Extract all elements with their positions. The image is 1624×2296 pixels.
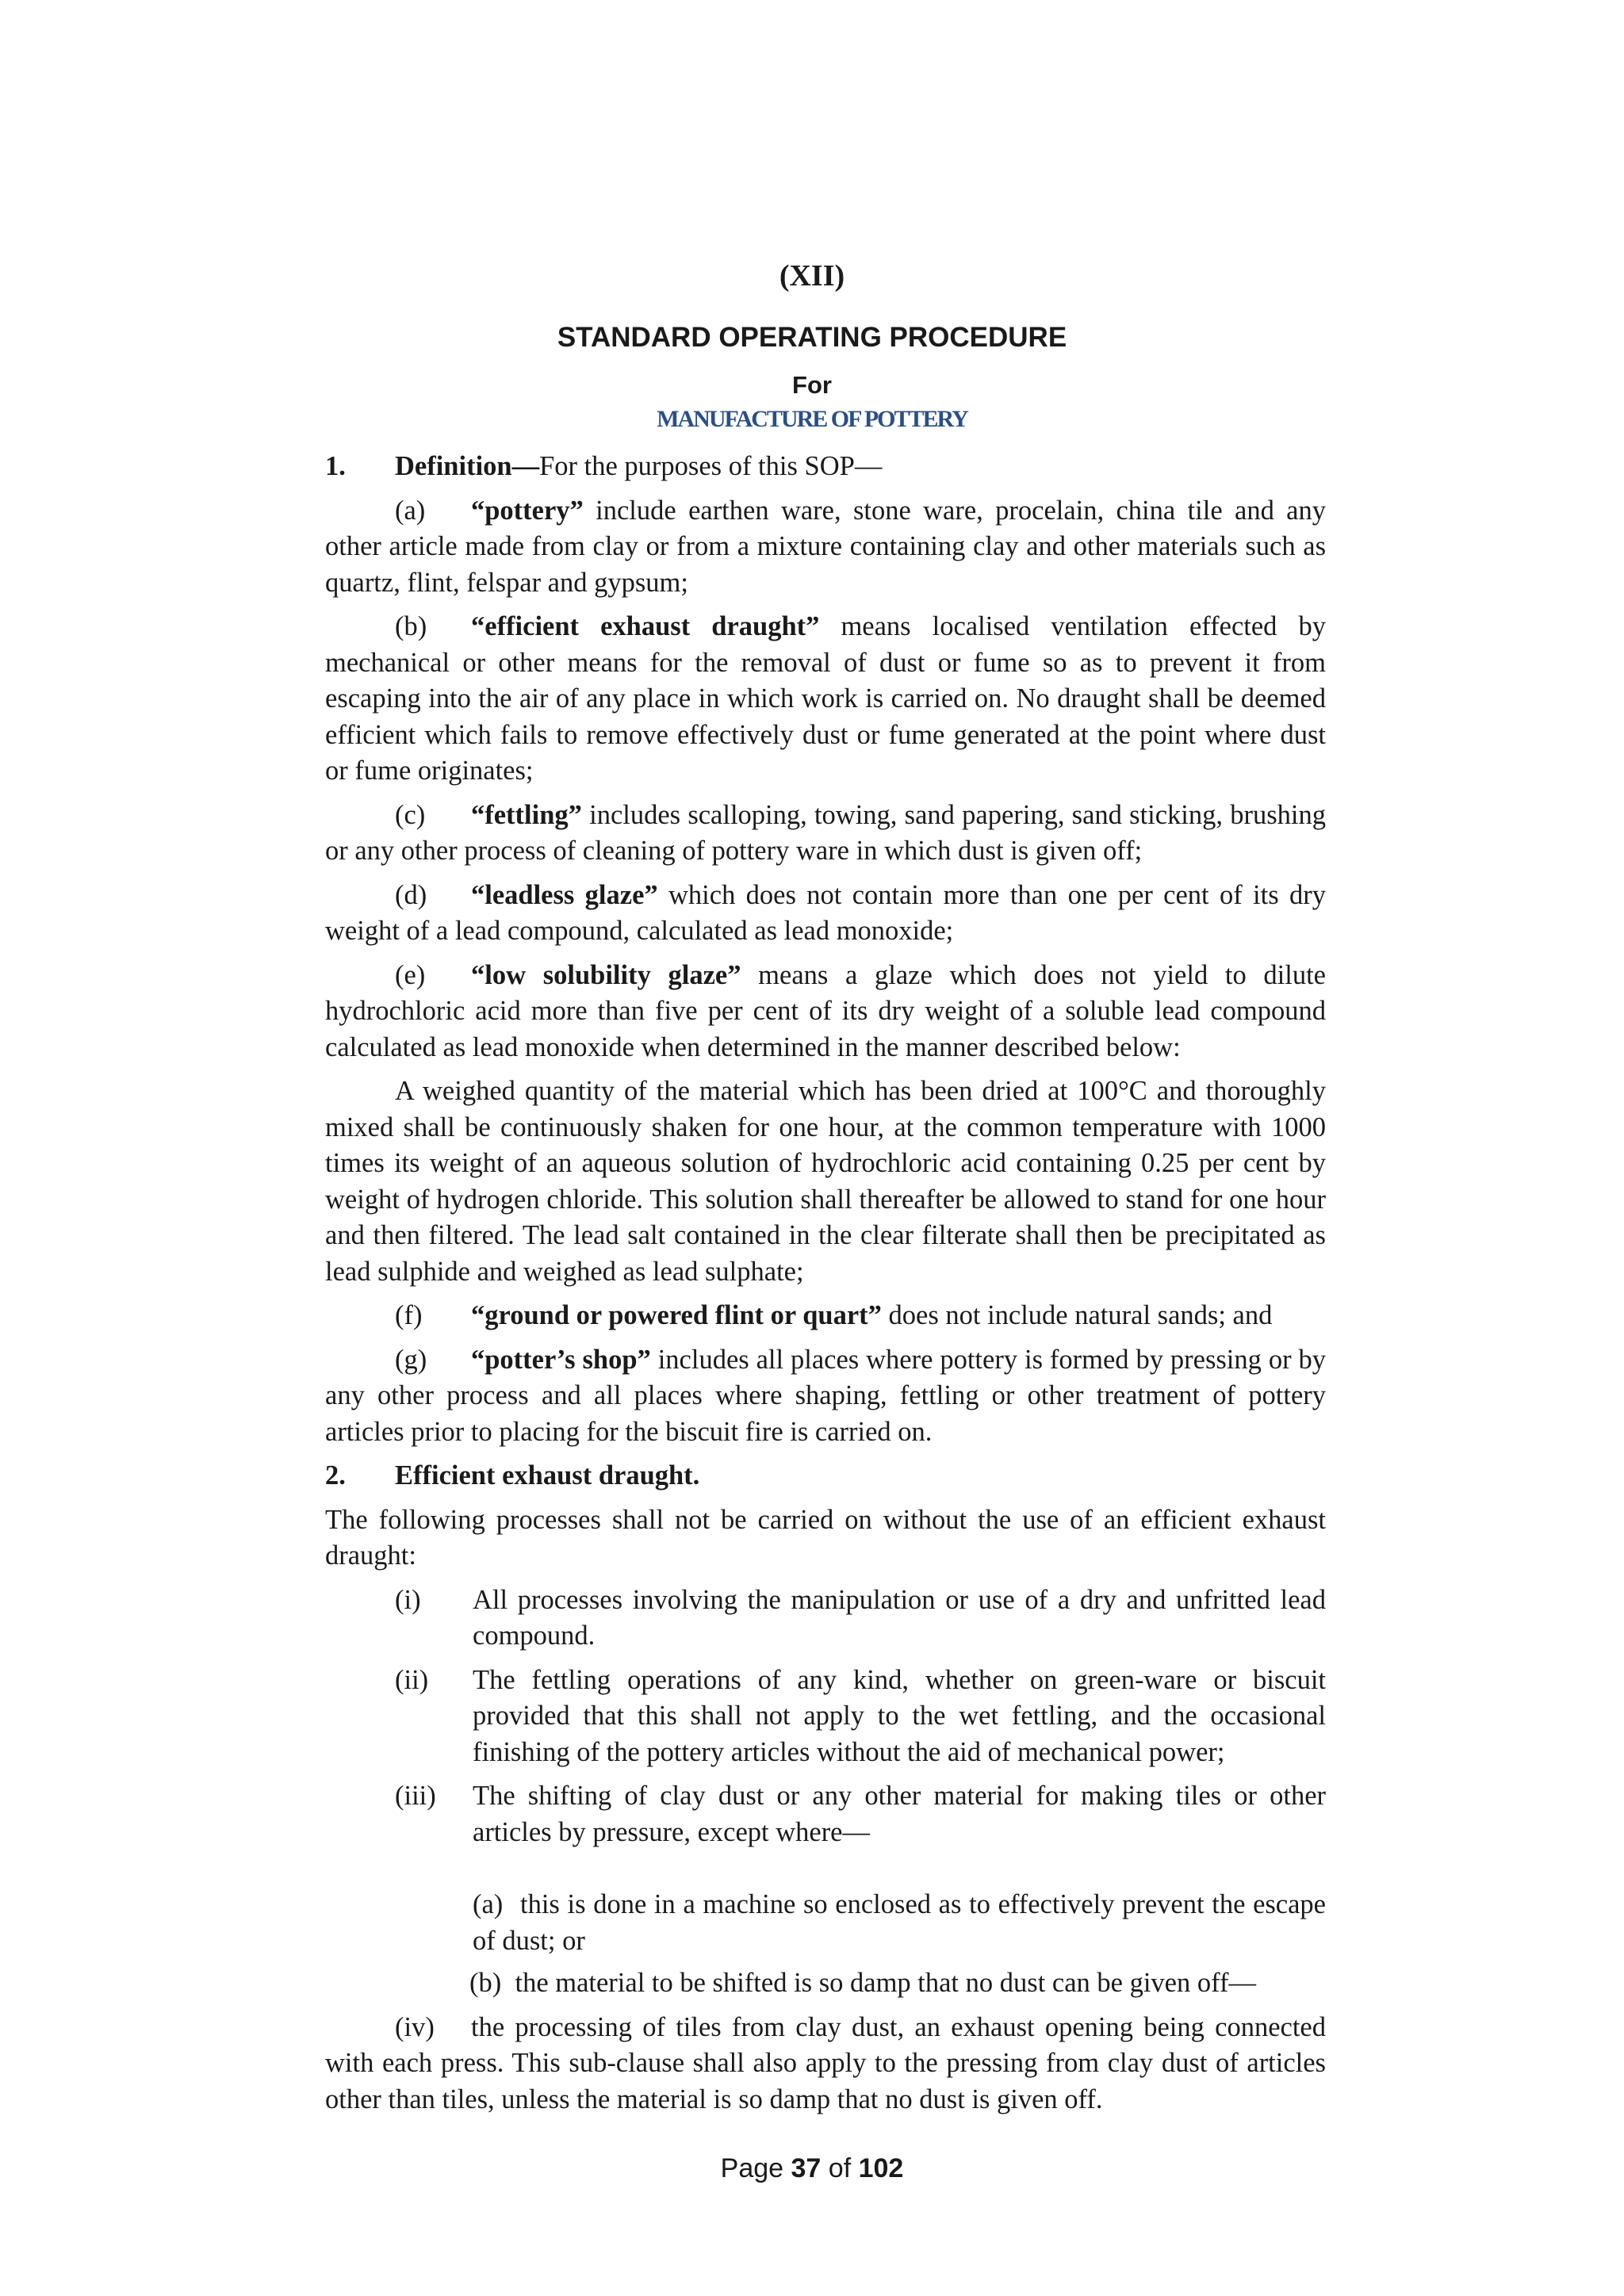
- definition-g: (g) “potter’s shop” includes all places where pottery is formed by pressing or by any other process and all places where shaping, fettling or other treatment of pottery articles prior to placing for the biscuit fire is carried on.: [325, 1344, 1326, 1447]
- definition-b: (b) “efficient exhaust draught” means localised ventilation effected by mechanical or other means for the removal of dust or fume so as to prevent it from escaping into the air of any place in which work is carried on. No draught shall be deemed efficient which fails to remove effectively dust or fume generated at the point where dust or fume originates;: [325, 611, 1326, 786]
- test-method-paragraph: A weighed quantity of the material which has been dried at 100°C and thoroughly mixed shall be continuously shaken for one hour, at the common temperature with 1000 times its weight of an aqueous solution of hydrochloric acid containing 0.25 per cent by weight of hydrogen chloride. This solution shall thereafter be allowed to stand for one hour and then filtered. The lead salt contained in the clear filterate shall then be precipitated as lead sulphide and weighed as lead sulphate;: [325, 1076, 1326, 1287]
- list-item-ii: (ii) The fettling operations of any kind, whether on green-ware or biscuit provided that this shall not apply to the wet fettling, and the occasional finishing of the pottery articles without the aid of mechanical power;: [395, 1664, 1326, 1767]
- section-2-number: 2.: [325, 1460, 346, 1490]
- definition-d: (d) “leadless glaze” which does not contain more than one per cent of its dry weight of a lead compound, calculated as lead monoxide;: [325, 879, 1326, 946]
- page-title: STANDARD OPERATING PROCEDURE: [557, 322, 1067, 353]
- document-body: [325, 449, 1326, 2126]
- spacer: [325, 1858, 1326, 1887]
- section-1-intro: For the purposes of this SOP—: [539, 451, 883, 481]
- total-pages: 102: [858, 2153, 904, 2183]
- section-2-heading: [325, 1458, 1326, 1494]
- section-roman-numeral: (XII): [779, 259, 845, 293]
- list-item-i: (i) All processes involving the manipulation or use of a dry and unfritted lead compound.: [395, 1584, 1326, 1651]
- section-1-title: Definition—: [395, 451, 540, 481]
- sub-item-a: (a) this is done in a machine so enclosed as to effectively prevent the escape of dust; or: [473, 1889, 1326, 1956]
- for-label: For: [792, 371, 832, 399]
- definition-a: (a) “pottery” include earthen ware, stone ware, procelain, china tile and any other article made from clay or from a mixture containing clay and other materials such as quartz, flint, felspar and gypsum;: [325, 495, 1326, 598]
- list-item-iii: (iii) The shifting of clay dust or any other material for making tiles or other articles by pressure, except where—: [395, 1781, 1326, 1847]
- section-1-heading: [325, 449, 1326, 485]
- current-page: 37: [791, 2153, 822, 2183]
- definition-e: (e) “low solubility glaze” means a glaze which does not yield to dilute hydrochloric acid more than five per cent of its dry weight of a soluble lead compound calculated as lead monoxide when determined in the manner described below:: [325, 959, 1326, 1062]
- sub-item-b: (b) the material to be shifted is so damp that no dust can be given off—: [469, 1968, 1256, 1998]
- section-2-intro: The following processes shall not be carried on without the use of an efficient exhaust draught:: [325, 1504, 1326, 1571]
- subject-title: MANUFACTURE OF POTTERY: [657, 406, 967, 432]
- page-number-footer: Page 37 of 102: [720, 2153, 904, 2183]
- definition-c: (c) “fettling” includes scalloping, towing, sand papering, sand sticking, brushing or any other process of cleaning of pottery ware in which dust is given off;: [325, 799, 1326, 866]
- section-2-title: Efficient exhaust draught.: [395, 1460, 700, 1490]
- section-1-number: 1.: [325, 451, 346, 481]
- definition-f: (f) “ground or powered flint or quart” does not include natural sands; and: [395, 1300, 1273, 1330]
- list-item-iv: (iv) the processing of tiles from clay dust, an exhaust opening being connected with each press. This sub-clause shall also apply to the pressing from clay dust of articles other than tiles, unless the material is so damp that no dust is given off.: [325, 2011, 1326, 2114]
